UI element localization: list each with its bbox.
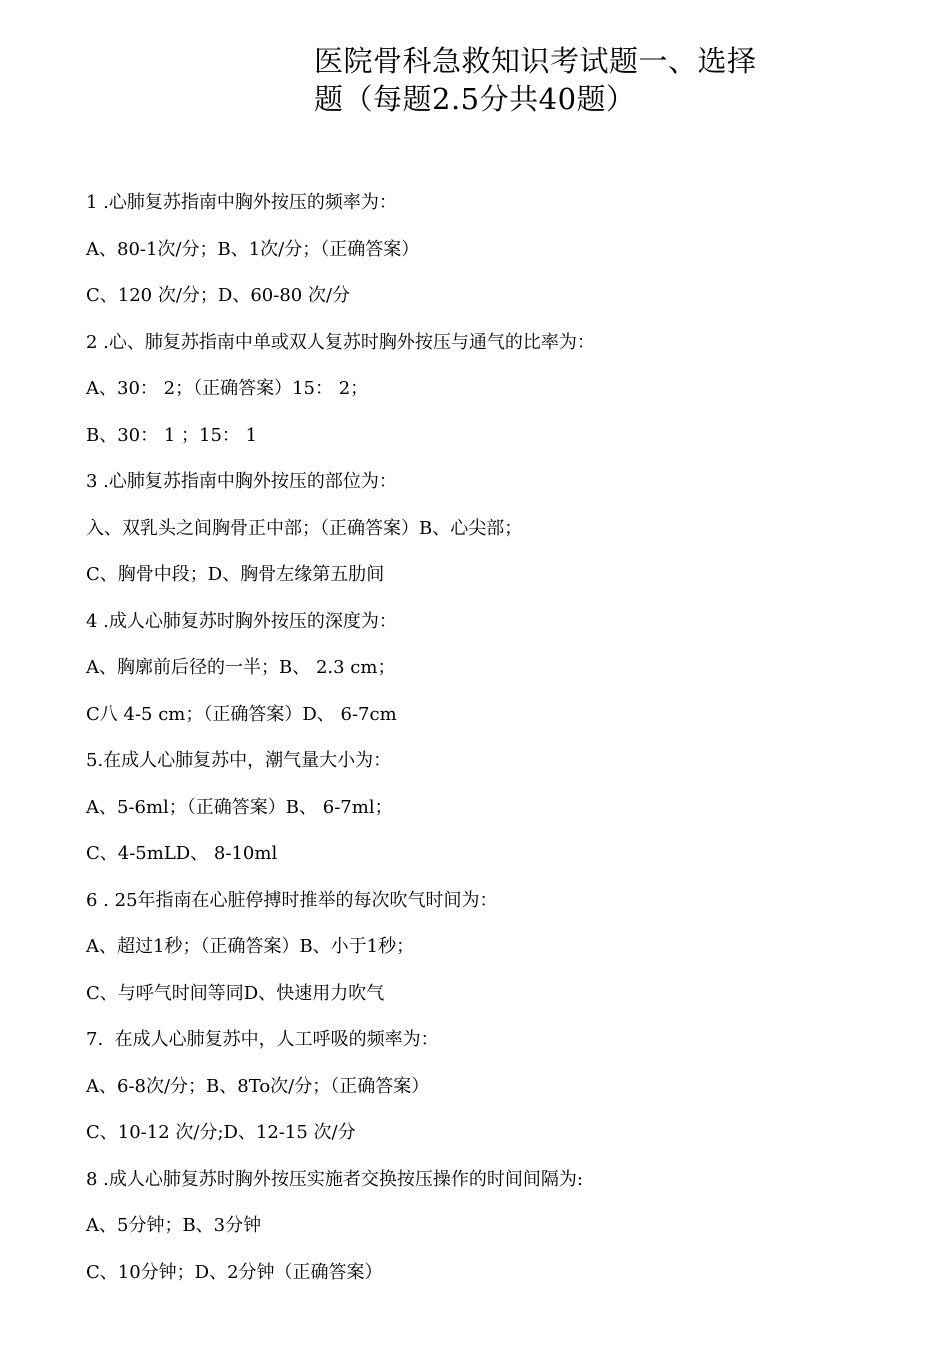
question-1-options-ab: A、80-1次/分；B、1次/分；（正确答案）: [86, 238, 420, 260]
question-6-stem: 6 . 25年指南在心脏停搏时推举的每次吹气时间为：: [86, 889, 498, 911]
question-2-stem: 2 .心、肺复苏指南中单或双人复苏时胸外按压与通气的比率为：: [86, 331, 595, 353]
question-2-options-a: A、30： 2；（正确答案）15： 2；: [86, 378, 369, 399]
question-8-options-ab: A、5分钟；B、3分钟: [86, 1215, 262, 1236]
question-3-options-cd: C、胸骨中段；D、胸骨左缘第五肋间: [86, 564, 385, 585]
title-line-2: 题（每题2.5分共40题）: [314, 82, 636, 116]
question-2-options-b: B、30： 1 ；15： 1: [86, 424, 258, 446]
question-1-options-cd: C、120 次/分；D、60-80 次/分: [86, 285, 351, 306]
question-3-stem: 3 .心肺复苏指南中胸外按压的部位为：: [86, 471, 397, 492]
question-list: [86, 186, 906, 1302]
question-1-stem: 1 .心肺复苏指南中胸外按压的频率为：: [86, 192, 397, 213]
question-4-stem: 4 .成人心肺复苏时胸外按压的深度为：: [86, 610, 397, 632]
question-8-options-cd: C、10分钟；D、2分钟（正确答案）: [86, 1261, 383, 1283]
question-7-options-cd: C、10-12 次/分;D、12-15 次/分: [86, 1122, 356, 1143]
title-line-1: 医院骨科急救知识考试题一、选择: [314, 44, 757, 78]
question-7-stem: 7. 在成人心肺复苏中，人工呼吸的频率为：: [86, 1029, 439, 1050]
question-5-stem: 5.在成人心肺复苏中，潮气量大小为：: [86, 750, 392, 771]
question-6-options-ab: A、超过1秒；（正确答案）B、小于1秒；: [86, 936, 415, 957]
question-5-options-cd: C、4-5mLD、 8-10ml: [86, 843, 278, 864]
question-4-options-ab: A、胸廓前后径的一半；B、 2.3 cm；: [86, 657, 396, 678]
question-7-options-ab: A、6-8次/分；B、8To次/分；（正确答案）: [86, 1075, 430, 1097]
document-title: [314, 42, 784, 118]
question-3-options-ab: 入、双乳头之间胸骨正中部；（正确答案）B、心尖部；: [86, 517, 523, 539]
question-6-options-cd: C、与呼气时间等同D、快速用力吹气: [86, 982, 385, 1004]
question-4-options-cd: C八 4-5 cm；（正确答案）D、 6-7cm: [86, 703, 397, 725]
question-8-stem: 8 .成人心肺复苏时胸外按压实施者交换按压操作的时间间隔为:: [86, 1168, 583, 1190]
question-5-options-ab: A、5-6ml；（正确答案）B、 6-7ml；: [86, 796, 393, 818]
